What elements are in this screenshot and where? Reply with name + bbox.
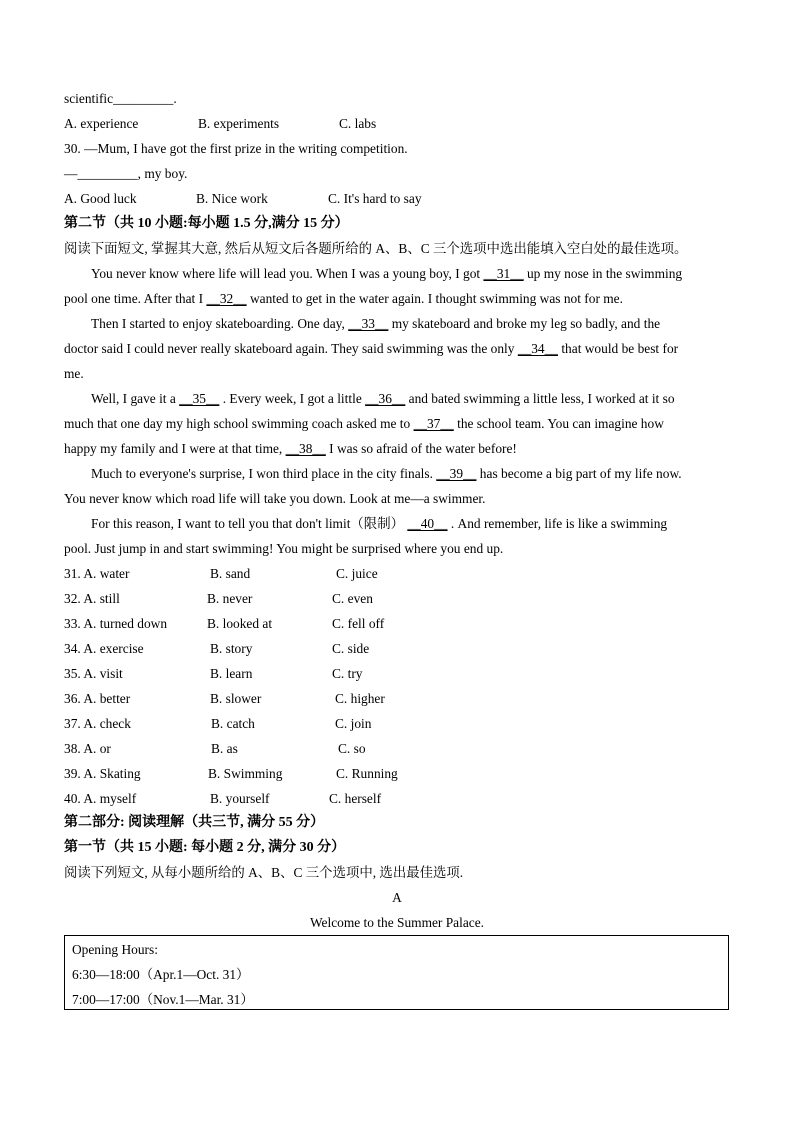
passage-line: pool. Just jump in and start swimming! You might be surprised where you end up. — [64, 541, 504, 556]
blank-31: __31__ — [483, 266, 524, 281]
passage-line: pool one time. After that I __32__ wanted to get in the water again. I thought swimming was not for me. — [64, 291, 623, 306]
option-31-c: C. juice — [336, 566, 378, 581]
option-37-a: 37. A. check — [64, 716, 131, 731]
option-32-a: 32. A. still — [64, 591, 120, 606]
q29-option-a: A. experience — [64, 116, 139, 131]
blank-33: __33__ — [348, 316, 389, 331]
option-39-a: 39. A. Skating — [64, 766, 141, 781]
q30-option-c: C. It's hard to say — [328, 191, 422, 206]
q30-option-b: B. Nice work — [196, 191, 268, 206]
option-31-a: 31. A. water — [64, 566, 130, 581]
option-35-b: B. learn — [210, 666, 253, 681]
blank-39: __39__ — [436, 466, 477, 481]
option-39-c: C. Running — [336, 766, 398, 781]
option-33-b: B. looked at — [207, 616, 273, 631]
q29-option-b: B. experiments — [198, 116, 280, 131]
option-34-a: 34. A. exercise — [64, 641, 144, 656]
passage-line: You never know which road life will take you down. Look at me—a swimmer. — [64, 491, 486, 506]
q30-answer: —_________, my boy. — [64, 166, 188, 181]
passage-line: doctor said I could never really skateboard again. They said swimming was the only __34__ that would be best for — [64, 341, 679, 356]
blank-35: __35__ — [179, 391, 220, 406]
blank-38: __38__ — [285, 441, 326, 456]
q30-question: 30. —Mum, I have got the first prize in the writing competition. — [64, 141, 408, 156]
q29-option-c: C. labs — [339, 116, 377, 131]
part2-heading: 第二部分: 阅读理解（共三节, 满分 55 分） — [64, 815, 325, 830]
part2-sub-heading: 第一节（共 15 小题: 每小题 2 分, 满分 30 分） — [64, 840, 346, 855]
blank-40: __40__ — [407, 516, 448, 531]
q29-tail: scientific_________. — [64, 91, 177, 106]
blank-36: __36__ — [365, 391, 406, 406]
option-37-c: C. join — [335, 716, 372, 731]
option-36-a: 36. A. better — [64, 691, 131, 706]
passage-line: happy my family and I were at that time, __38__ I was so afraid of the water before! — [64, 441, 517, 456]
option-37-b: B. catch — [211, 716, 255, 731]
option-33-a: 33. A. turned down — [64, 616, 168, 631]
passage-line: much that one day my high school swimming coach asked me to __37__ the school team. You can imagine how — [64, 416, 664, 431]
section2-heading: 第二节（共 10 小题:每小题 1.5 分,满分 15 分） — [64, 216, 349, 231]
option-32-c: C. even — [332, 591, 373, 606]
option-34-b: B. story — [210, 641, 253, 656]
option-40-b: B. yourself — [210, 791, 270, 806]
option-38-b: B. as — [211, 741, 238, 756]
option-38-c: C. so — [338, 741, 366, 756]
passage-line: For this reason, I want to tell you that don't limit（限制） __40__ . And remember, life is like a swimming — [91, 516, 668, 531]
option-33-c: C. fell off — [332, 616, 385, 631]
option-40-c: C. herself — [329, 791, 382, 806]
option-36-c: C. higher — [335, 691, 385, 706]
opening-hours-winter: 7:00—17:00（Nov.1—Mar. 31） — [72, 992, 254, 1007]
q30-option-a: A. Good luck — [64, 191, 137, 206]
passage-a-title: Welcome to the Summer Palace. — [309, 915, 485, 930]
blank-37: __37__ — [413, 416, 454, 431]
option-32-b: B. never — [207, 591, 253, 606]
passage-a-label: A — [392, 890, 402, 905]
option-36-b: B. slower — [210, 691, 262, 706]
part2-instruction: 阅读下列短文, 从每小题所给的 A、B、C 三个选项中, 选出最佳选项. — [64, 865, 464, 880]
blank-34: __34__ — [517, 341, 558, 356]
opening-hours-box — [64, 935, 729, 1010]
section2-instruction: 阅读下面短文, 掌握其大意, 然后从短文后各题所给的 A、B、C 三个选项中选出能填入空白处的最佳选项。 — [64, 241, 688, 256]
passage-line: You never know where life will lead you. When I was a young boy, I got __31__ up my nose in the swimming — [91, 266, 683, 281]
option-35-c: C. try — [332, 666, 363, 681]
option-35-a: 35. A. visit — [64, 666, 123, 681]
opening-hours-label: Opening Hours: — [72, 942, 158, 957]
passage-line: me. — [64, 366, 84, 381]
passage-line: Then I started to enjoy skateboarding. One day, __33__ my skateboard and broke my leg so badly, and the — [91, 316, 661, 331]
opening-hours-summer: 6:30—18:00（Apr.1—Oct. 31） — [72, 967, 250, 982]
option-40-a: 40. A. myself — [64, 791, 137, 806]
option-34-c: C. side — [332, 641, 370, 656]
option-31-b: B. sand — [210, 566, 251, 581]
option-39-b: B. Swimming — [208, 766, 283, 781]
option-38-a: 38. A. or — [64, 741, 111, 756]
passage-line: Much to everyone's surprise, I won third place in the city finals. __39__ has become a big part of my life now. — [91, 466, 682, 481]
passage-line: Well, I gave it a __35__ . Every week, I got a little __36__ and bated swimming a little less, I worked at it so — [91, 391, 675, 406]
blank-32: __32__ — [206, 291, 247, 306]
